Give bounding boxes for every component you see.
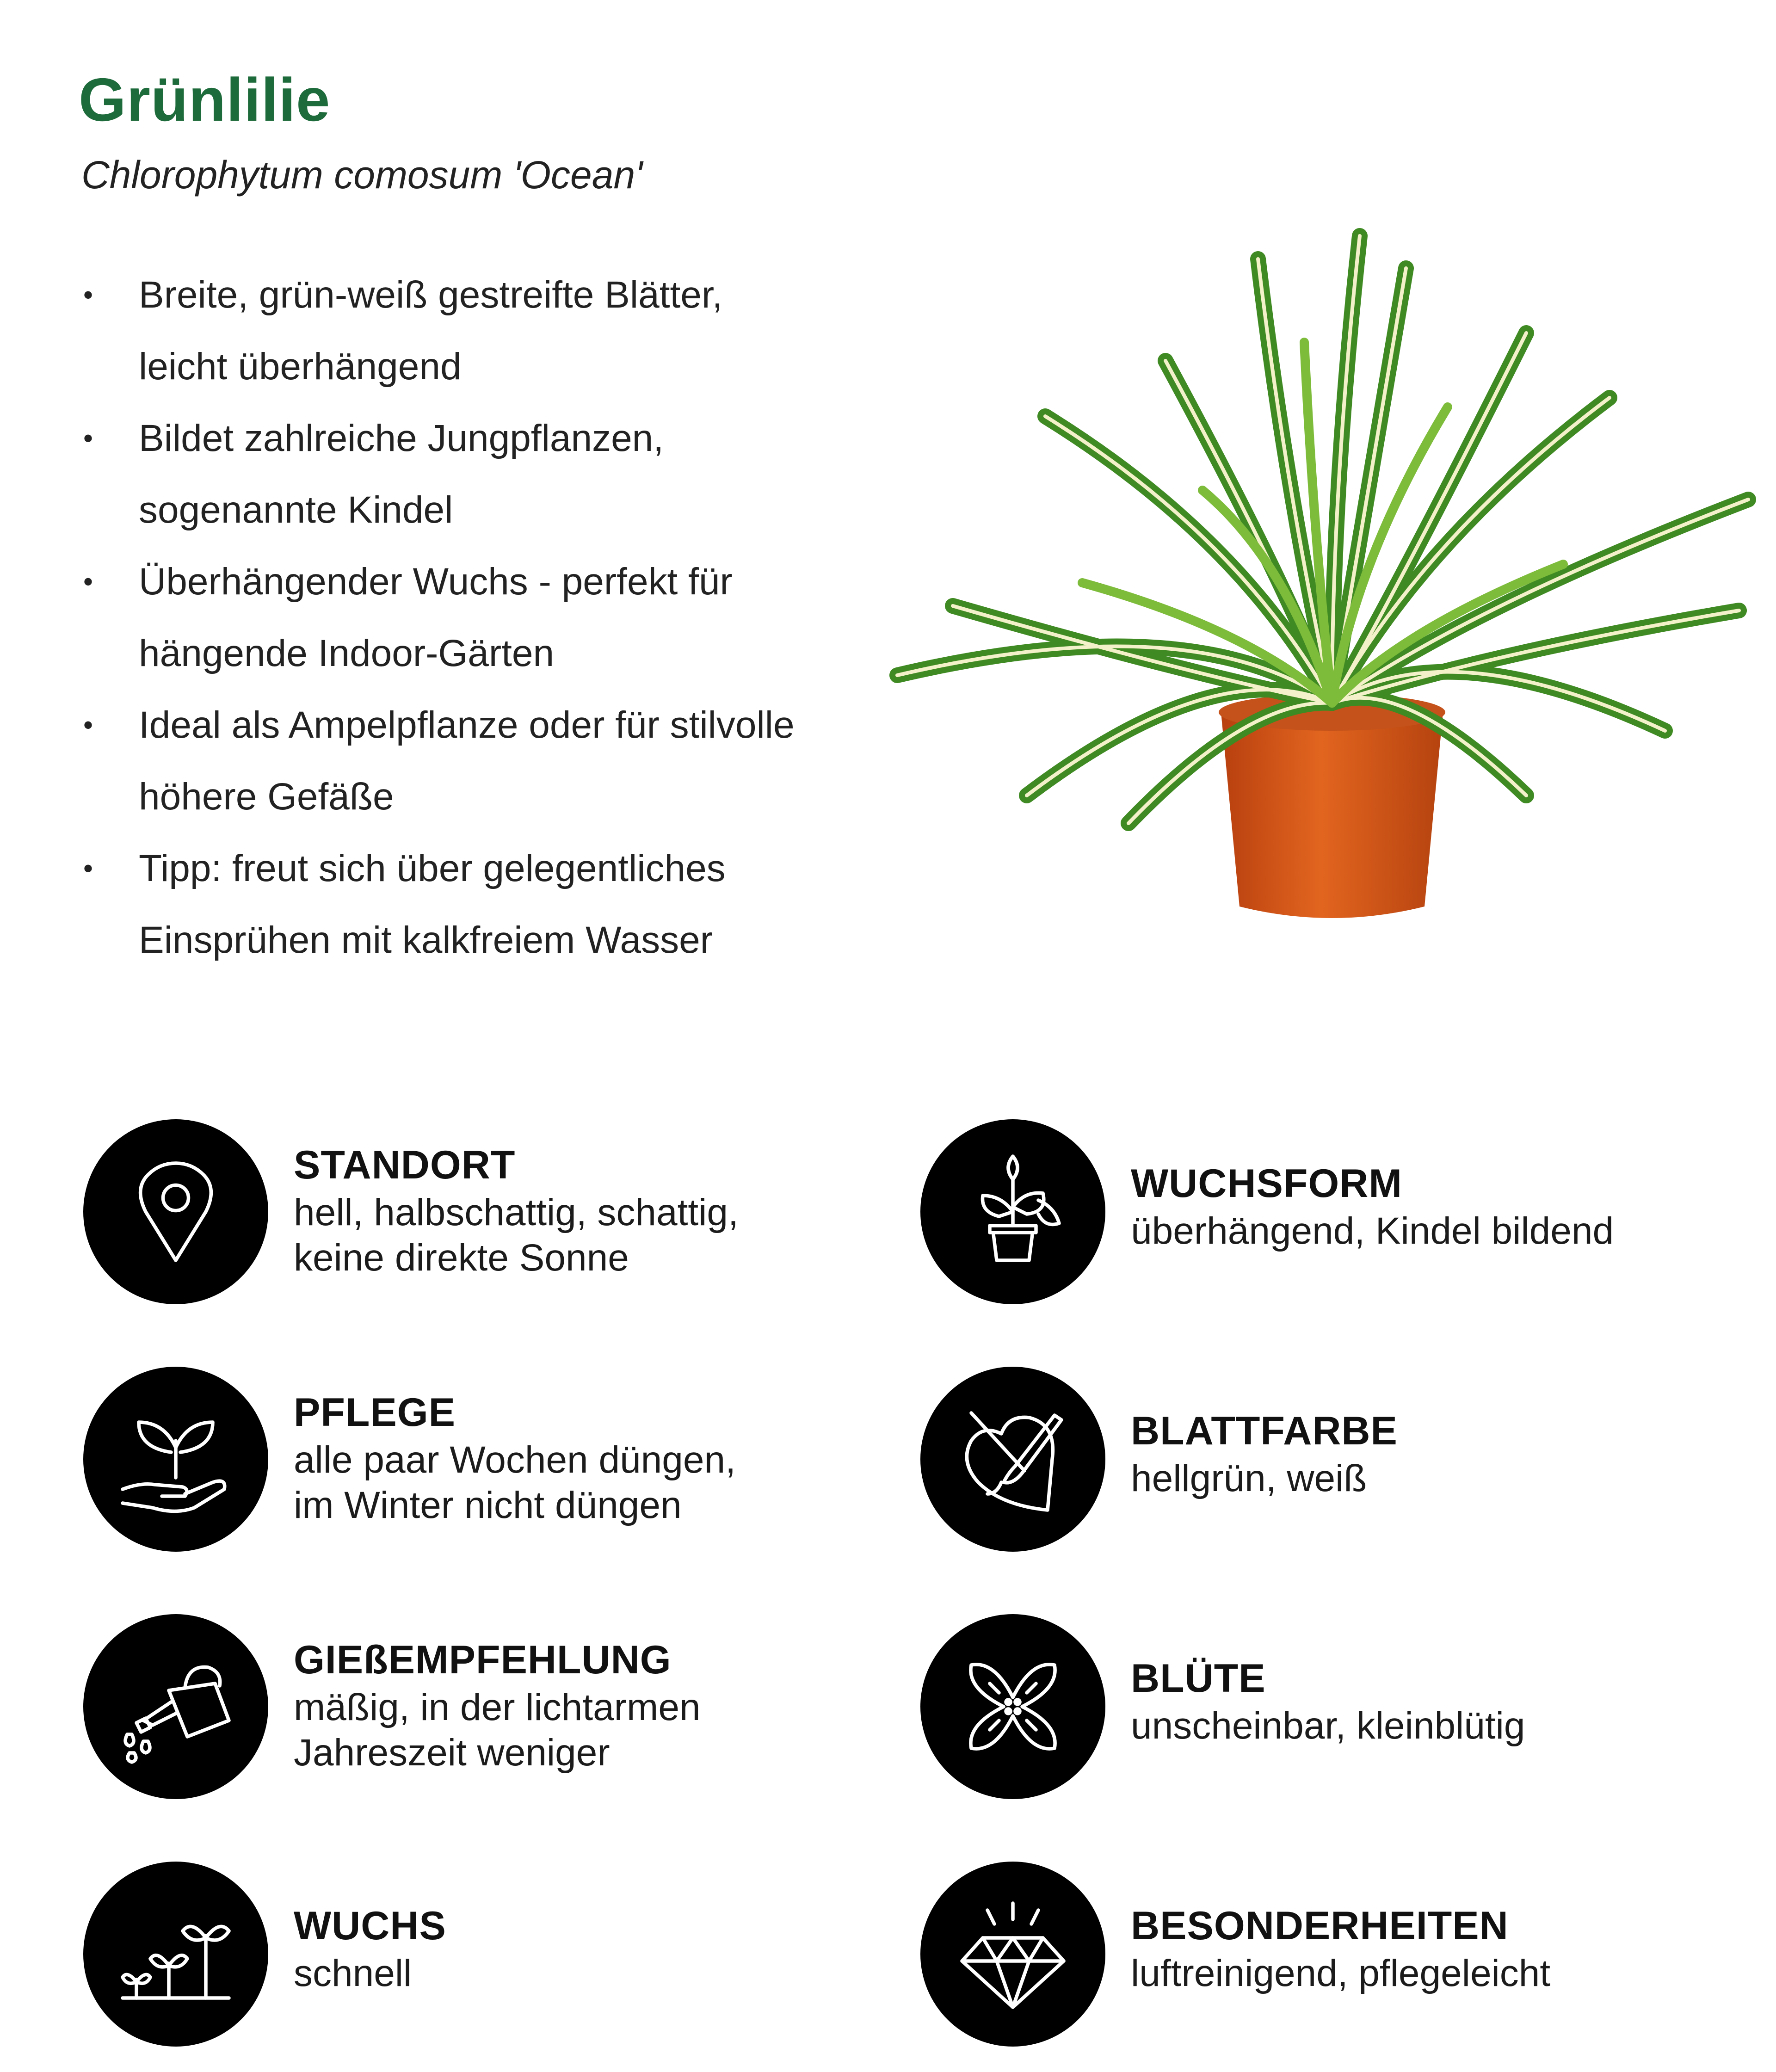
feature-heading: BLATTFARBE: [1131, 1409, 1398, 1453]
page-title: Grünlilie: [79, 66, 331, 134]
bullet-dot-icon: •: [83, 423, 93, 454]
bullet-item: • Überhängender Wuchs - perfekt für hängende Indoor-Gärten: [79, 546, 865, 689]
spider-plant-image: [870, 166, 1767, 953]
flower-icon: [920, 1614, 1105, 1799]
bullet-dot-icon: •: [83, 566, 93, 597]
feature-value: hellgrün, weiß: [1131, 1457, 1367, 1499]
bullet-item: • Bildet zahlreiche Jungpflanzen, sogenannte Kindel: [79, 402, 865, 546]
feature-value: Jahreszeit weniger: [294, 1732, 610, 1774]
sprouts-icon: [83, 1862, 268, 2047]
bullet-item: • Breite, grün-weiß gestreifte Blätter, leicht überhängend: [79, 259, 865, 402]
diamond-icon: [920, 1862, 1105, 2047]
feature-value: keine direkte Sonne: [294, 1237, 629, 1279]
feature-value: im Winter nicht düngen: [294, 1484, 682, 1526]
feature-value: schnell: [294, 1952, 412, 1994]
feature-value: unscheinbar, kleinblütig: [1131, 1705, 1525, 1747]
feature-value: luftreinigend, pflegeleicht: [1131, 1952, 1551, 1994]
bullet-dot-icon: •: [83, 279, 93, 310]
feature-heading: BESONDERHEITEN: [1131, 1904, 1509, 1948]
feature-heading: STANDORT: [294, 1143, 516, 1187]
potted-plant-icon: [920, 1119, 1105, 1304]
location-pin-icon: [83, 1119, 268, 1304]
feature-heading: GIEßEMPFEHLUNG: [294, 1638, 672, 1682]
botanical-name: Chlorophytum comosum 'Ocean': [81, 153, 643, 197]
bullet-item: • Tipp: freut sich über gelegentliches Einsprühen mit kalkfreiem Wasser: [79, 832, 865, 976]
leaf-brush-icon: [920, 1367, 1105, 1552]
feature-heading: WUCHS: [294, 1904, 446, 1948]
hand-seedling-icon: [83, 1367, 268, 1552]
feature-heading: BLÜTE: [1131, 1656, 1266, 1701]
feature-value: alle paar Wochen düngen,: [294, 1439, 736, 1481]
feature-heading: WUCHSFORM: [1131, 1161, 1403, 1206]
feature-value: mäßig, in der lichtarmen: [294, 1686, 701, 1728]
bullet-dot-icon: •: [83, 853, 93, 884]
watering-can-icon: [83, 1614, 268, 1799]
feature-value: überhängend, Kindel bildend: [1131, 1210, 1614, 1252]
bullet-dot-icon: •: [83, 709, 93, 740]
feature-value: hell, halbschattig, schattig,: [294, 1191, 739, 1233]
feature-heading: PFLEGE: [294, 1390, 456, 1435]
bullet-item: • Ideal als Ampelpflanze oder für stilvolle höhere Gefäße: [79, 689, 865, 832]
feature-bullet-list: [79, 259, 865, 976]
